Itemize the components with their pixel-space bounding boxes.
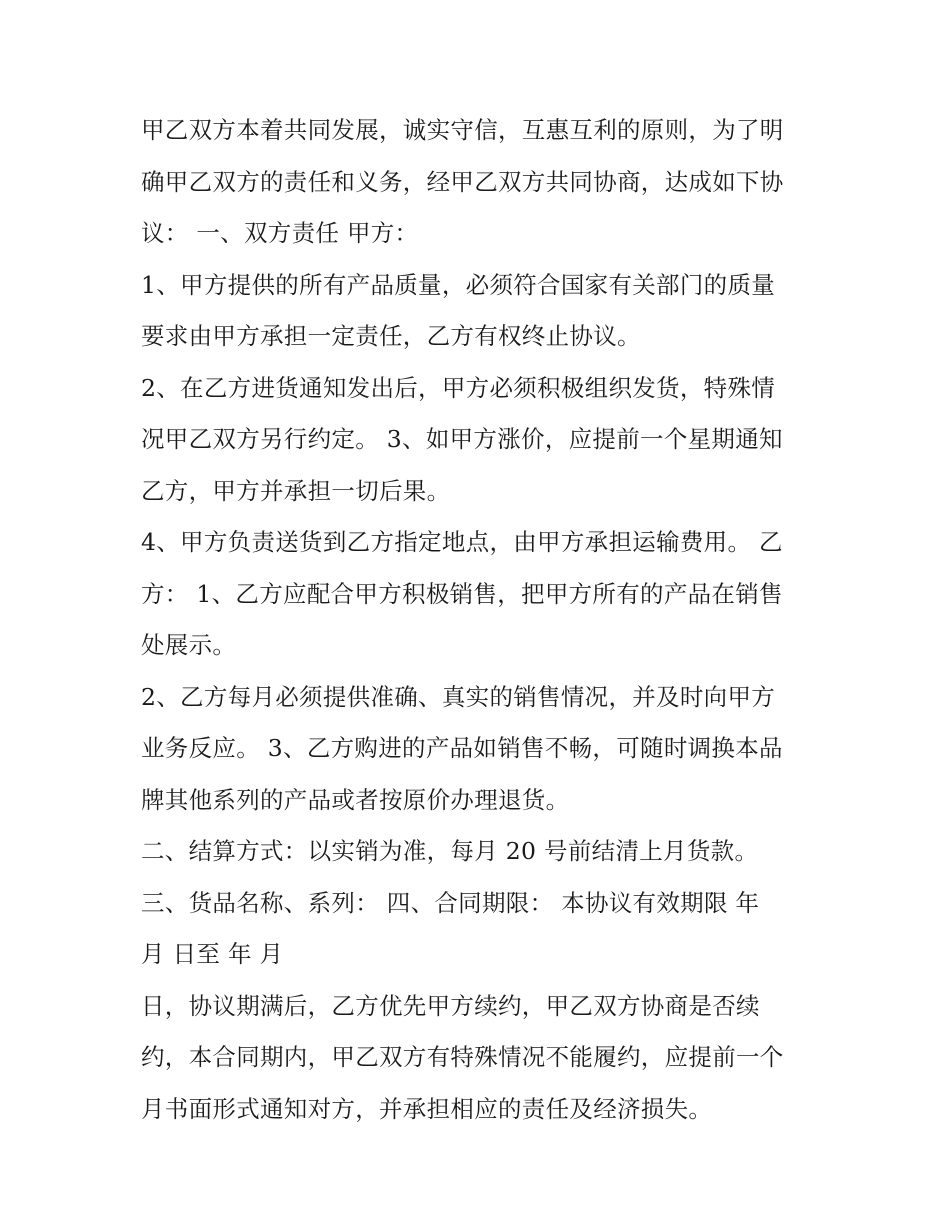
text-line: 4、甲方负责送货到乙方指定地点，由甲方承担运输费用。 乙	[141, 528, 783, 556]
text-line: 议： 一、双方责任 甲方：	[141, 219, 419, 247]
paragraph-party-a-item-1	[141, 260, 813, 363]
text-line: 处展示。	[141, 631, 237, 659]
text-line: 确甲乙双方的责任和义务，经甲乙双方共同协商，达成如下协	[141, 167, 784, 196]
text-line: 二、结算方式：以实销为准，每月 20 号前结清上月货款。	[141, 837, 759, 865]
paragraph-settlement	[141, 826, 813, 878]
paragraph-party-a-item-4-party-b-item-1	[141, 517, 813, 672]
text-line: 2、在乙方进货通知发出后，甲方必须积极组织发货，特殊情	[141, 373, 776, 402]
text-line: 牌其他系列的产品或者按原价办理退货。	[141, 785, 570, 814]
text-line: 业务反应。 3、乙方购进的产品如销售不畅，可随时调换本品	[141, 734, 783, 762]
paragraph-preamble	[141, 105, 813, 260]
text-line: 月书面形式通知对方，并承担相应的责任及经济损失。	[141, 1094, 713, 1123]
agreement-body	[141, 105, 813, 1135]
text-line: 1、甲方提供的所有产品质量，必须符合国家有关部门的质量	[141, 270, 776, 299]
text-line: 月 日至 年 月	[141, 940, 284, 968]
text-line: 况甲乙双方另行约定。 3、如甲方涨价，应提前一个星期通知	[141, 425, 783, 453]
text-line: 2、乙方每月必须提供准确、真实的销售情况，并及时向甲方	[141, 682, 776, 711]
paragraph-goods-and-term	[141, 878, 813, 981]
text-line: 约，本合同期内，甲乙双方有特殊情况不能履约，应提前一个	[141, 1043, 784, 1071]
text-line: 要求由甲方承担一定责任，乙方有权终止协议。	[141, 322, 641, 350]
text-line: 乙方，甲方并承担一切后果。	[141, 476, 451, 505]
paragraph-party-a-item-2-3	[141, 363, 813, 518]
text-line: 甲乙双方本着共同发展，诚实守信，互惠互利的原则，为了明	[141, 116, 784, 144]
text-line: 三、货品名称、系列： 四、合同期限： 本协议有效期限 年	[141, 888, 760, 917]
text-line: 方： 1、乙方应配合甲方积极销售，把甲方所有的产品在销售	[141, 579, 783, 608]
paragraph-renewal	[141, 981, 813, 1136]
paragraph-party-b-item-2-3	[141, 672, 813, 827]
text-line: 日，协议期满后，乙方优先甲方续约，甲乙双方协商是否续	[141, 991, 760, 1020]
